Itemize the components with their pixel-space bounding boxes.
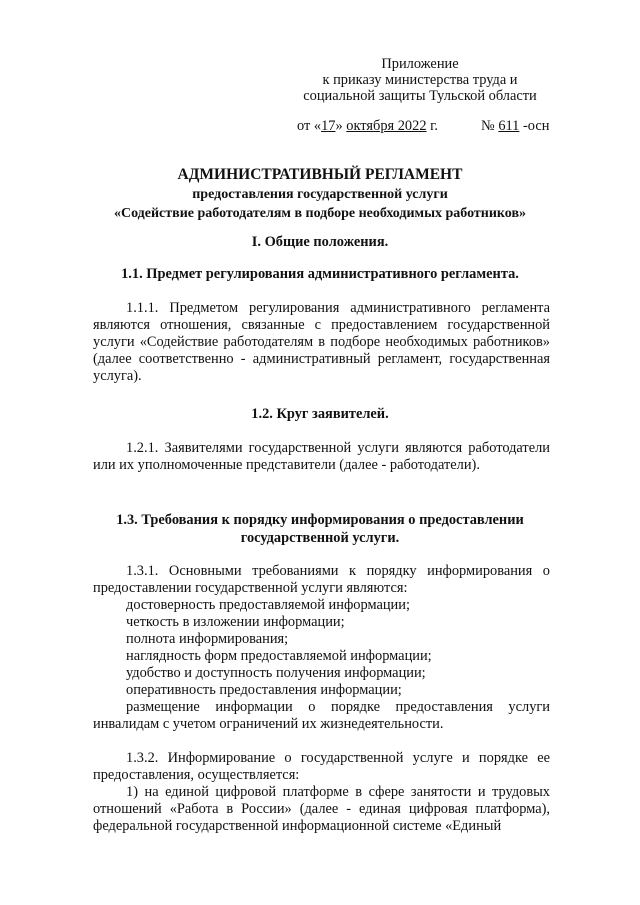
paragraph-1-3-2: 1.3.2. Информирование о государственной услуге и порядке ее предоставления, осуществляется: xyxy=(93,750,550,783)
order-number xyxy=(481,118,549,135)
appendix-line-1: Приложение xyxy=(381,56,459,72)
order-date-suffix: г. xyxy=(426,118,438,134)
title-subtitle-1: предоставления государственной услуги xyxy=(192,187,448,202)
list-item: удобство и доступность получения информации; xyxy=(126,665,426,681)
subsection-1-3-heading-line-2: государственной услуги. xyxy=(240,530,400,546)
requirements-list xyxy=(93,597,550,699)
subsection-1-3-heading xyxy=(90,511,550,547)
appendix-line-2: к приказу министерства труда и xyxy=(322,72,518,88)
document-title xyxy=(90,165,550,223)
paragraph-1-3-1: 1.3.1. Основными требованиями к порядку информирования о предоставлении государственной услуги являются: xyxy=(93,563,550,596)
paragraph-item-1: 1) на единой цифровой платформе в сфере занятости и трудовых отношений «Работа в России» (далее - единая цифровая платформа), федеральной государственной информационной системе «Единый xyxy=(93,784,550,834)
appendix-line-3: социальной защиты Тульской области xyxy=(303,88,537,104)
paragraph-1-1-1: 1.1.1. Предметом регулирования административного регламента являются отношения, связанные с предоставлением государственной услуги «Содействие работодателям в подборе необходимых работников» (далее соответственно - административный регламент, государственная услуга). xyxy=(93,300,550,384)
section-1-heading: I. Общие положения. xyxy=(251,234,389,250)
order-date-mid: » xyxy=(335,118,347,134)
order-number-value: 611 xyxy=(498,118,520,134)
order-date xyxy=(297,118,438,134)
order-line xyxy=(297,118,557,135)
subsection-1-1-heading: 1.1. Предмет регулирования административного регламента. xyxy=(121,266,519,282)
list-item: оперативность предоставления информации; xyxy=(126,682,402,698)
list-item: полнота информирования; xyxy=(126,631,289,647)
appendix-block xyxy=(290,56,550,104)
order-month-year: октября 2022 xyxy=(346,118,427,134)
paragraph-accessibility: размещение информации о порядке предоставления услуги инвалидам с учетом ограничений их жизнедеятельности. xyxy=(93,699,550,732)
subsection-1-3-heading-line-1: 1.3. Требования к порядку информирования о предоставлении xyxy=(116,512,524,528)
list-item: достоверность предоставляемой информации; xyxy=(126,597,410,613)
order-number-suffix: -осн xyxy=(519,118,550,134)
list-item: наглядность форм предоставляемой информации; xyxy=(126,648,432,664)
order-day: 17 xyxy=(321,118,336,134)
order-date-prefix: от « xyxy=(297,118,322,134)
paragraph-1-2-1: 1.2.1. Заявителями государственной услуги являются работодатели или их уполномоченные представители (далее - работодатели). xyxy=(93,440,550,473)
list-item: четкость в изложении информации; xyxy=(126,614,345,630)
title-subtitle-2: «Содействие работодателям в подборе необходимых работников» xyxy=(113,206,527,221)
title-main: АДМИНИСТРАТИВНЫЙ РЕГЛАМЕНТ xyxy=(177,166,463,183)
subsection-1-2-heading: 1.2. Круг заявителей. xyxy=(251,406,389,422)
order-number-prefix: № xyxy=(481,118,499,134)
